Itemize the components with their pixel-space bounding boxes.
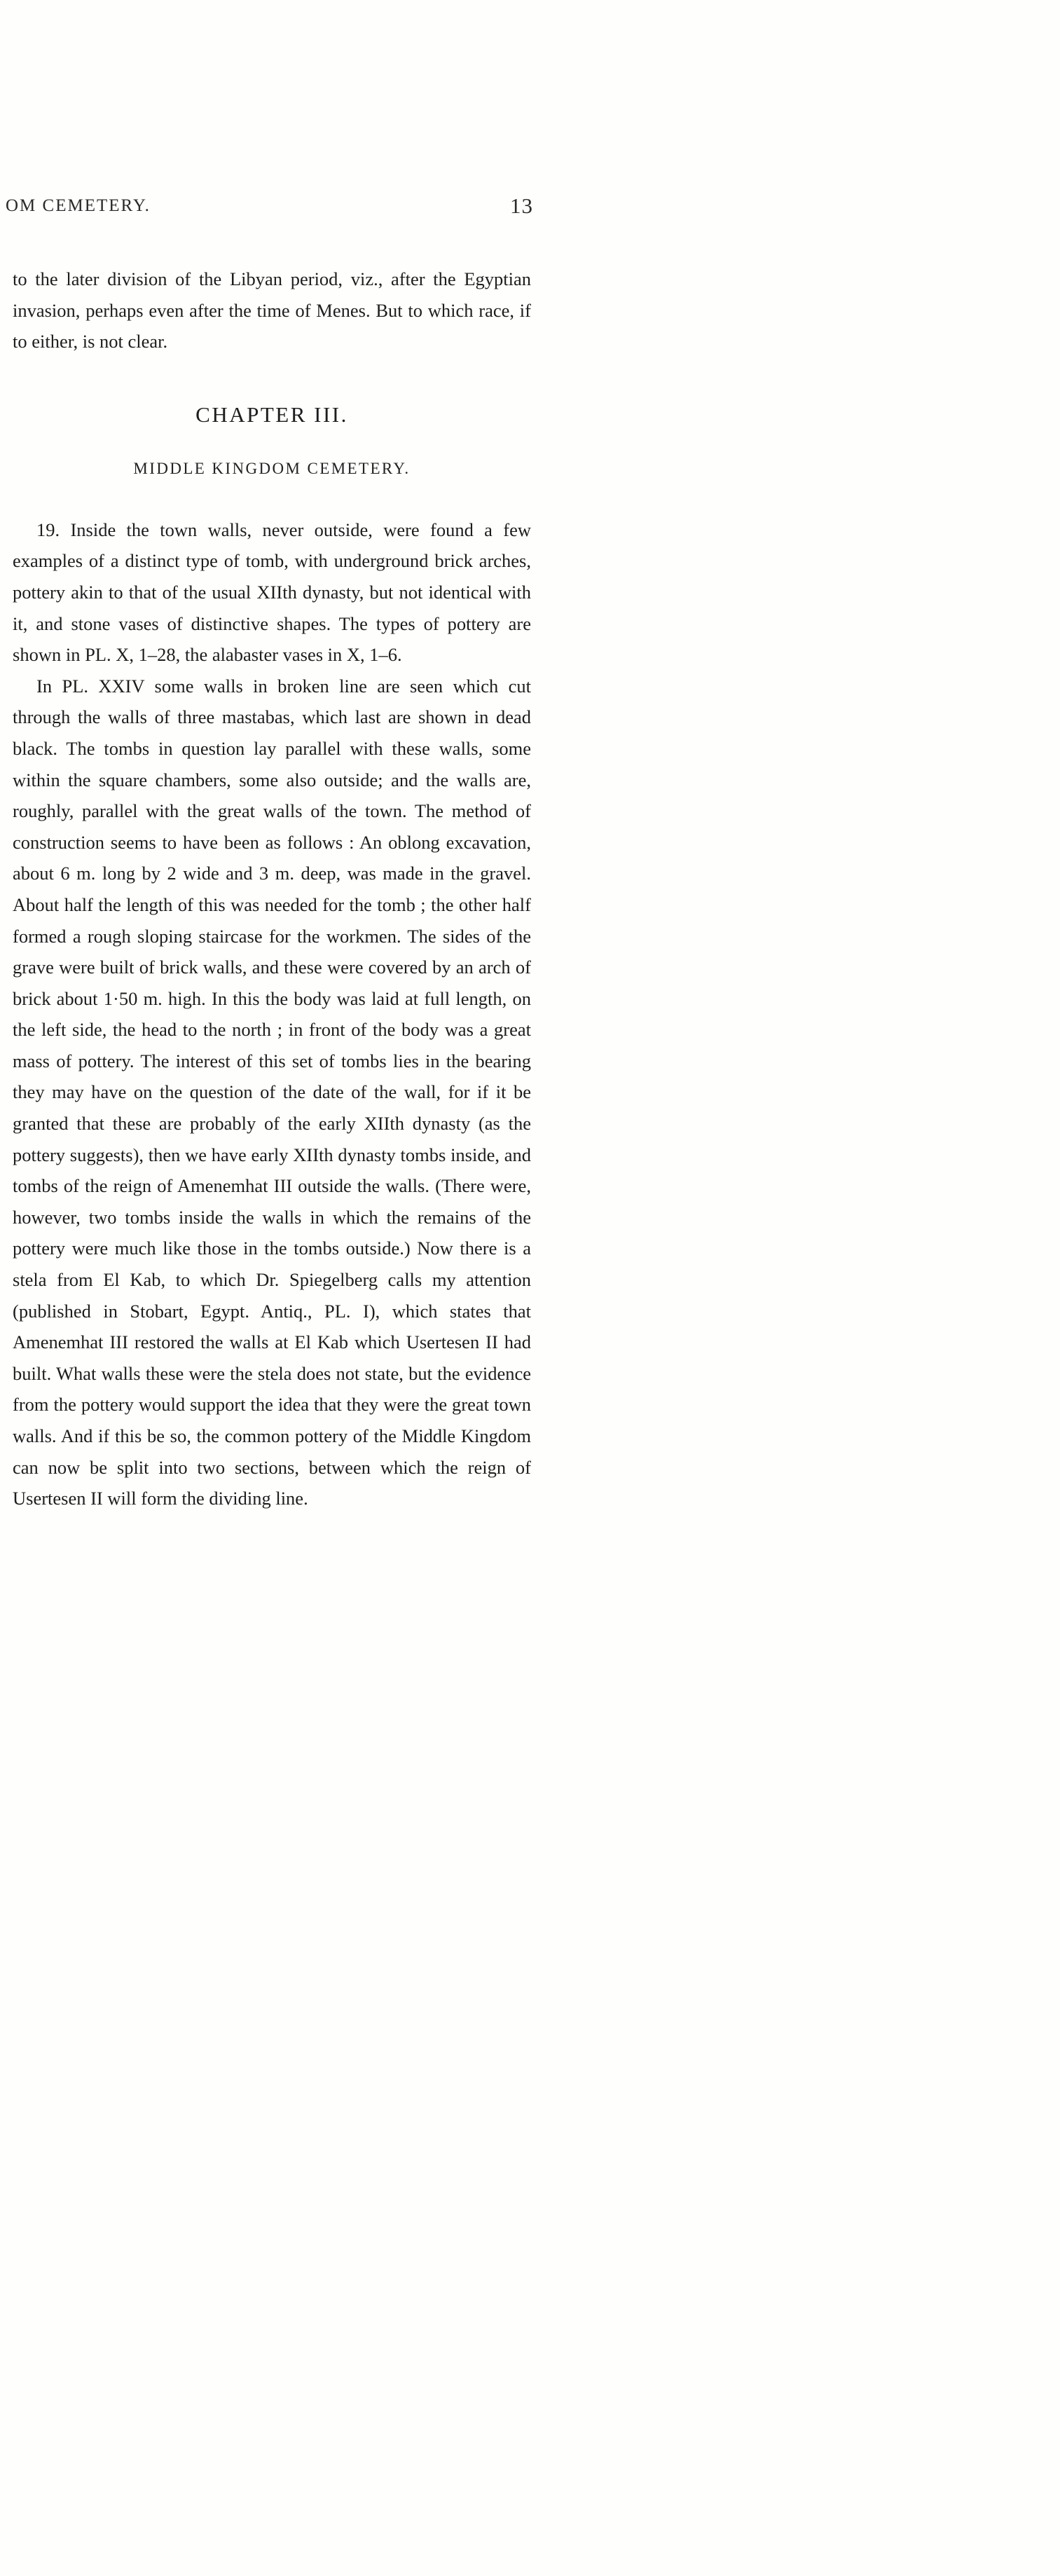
paragraph-19: 19. Inside the town walls, never outside, were found a few examples of a distinct type of tomb, with underground brick arches, pottery akin to that of the usual XIIth dynasty, but not identical with it, and stone vases of distinctive shapes. The types of pottery are shown in PL. X, 1–28, the alabaster vases in X, 1–6. [13,519,531,666]
page-content [0,193,1060,1509]
running-head-title: OM CEMETERY. [6,196,151,215]
paragraph-plate-xxiv: In PL. XXIV some walls in broken line are seen which cut through the walls of three mastabas, which last are shown in dead black. The tombs in question lay parallel with these walls, some within the square chambers, some also outside; and the walls are, roughly, parallel with the great walls of the town. The method of construction seems to have been as follows : An oblong excavation, about 6 m. long by 2 wide and 3 m. deep, was made in the gravel. About half the length of this was needed for the tomb ; the other half formed a rough sloping staircase for the workmen. The sides of the grave were built of brick walls, and these were covered by an arch of brick about 1·50 m. high. In this the body was laid at full length, on the left side, the head to the north ; in front of the body was a great mass of pottery. The interest of this set of tombs lies in the bearing they may have on the question of the date of the wall, for if it be granted that these are probably of the early XIIth dynasty (as the pottery suggests), then we have early XIIth dynasty tombs inside, and tombs of the reign of Amenemhat III outside the walls. (There were, however, two tombs inside the walls in which the remains of the pottery were much like those in the tombs outside.) Now there is a stela from El Kab, to which Dr. Spiegelberg calls my attention (published in Stobart, Egypt. Antiq., PL. I), which states that Amenemhat III restored the walls at El Kab which Usertesen II had built. What walls these were the stela does not state, but the evidence from the pottery would support the idea that they were the great town walls. And if this be so, the common pottery of the Middle Kingdom can now be split into two sections, between which the reign of Usertesen II will form the dividing line. [13,675,531,1509]
running-head [0,193,1060,238]
section-heading: MIDDLE KINGDOM CEMETERY. [133,459,411,477]
page-number: 13 [510,193,533,218]
chapter-heading: CHAPTER III. [195,402,348,427]
paragraph-continuation: to the later division of the Libyan period, viz., after the Egyptian invasion, perhaps even after the time of Menes. But to which race, if to either, is not clear. [13,268,531,352]
text-column [13,263,531,1514]
